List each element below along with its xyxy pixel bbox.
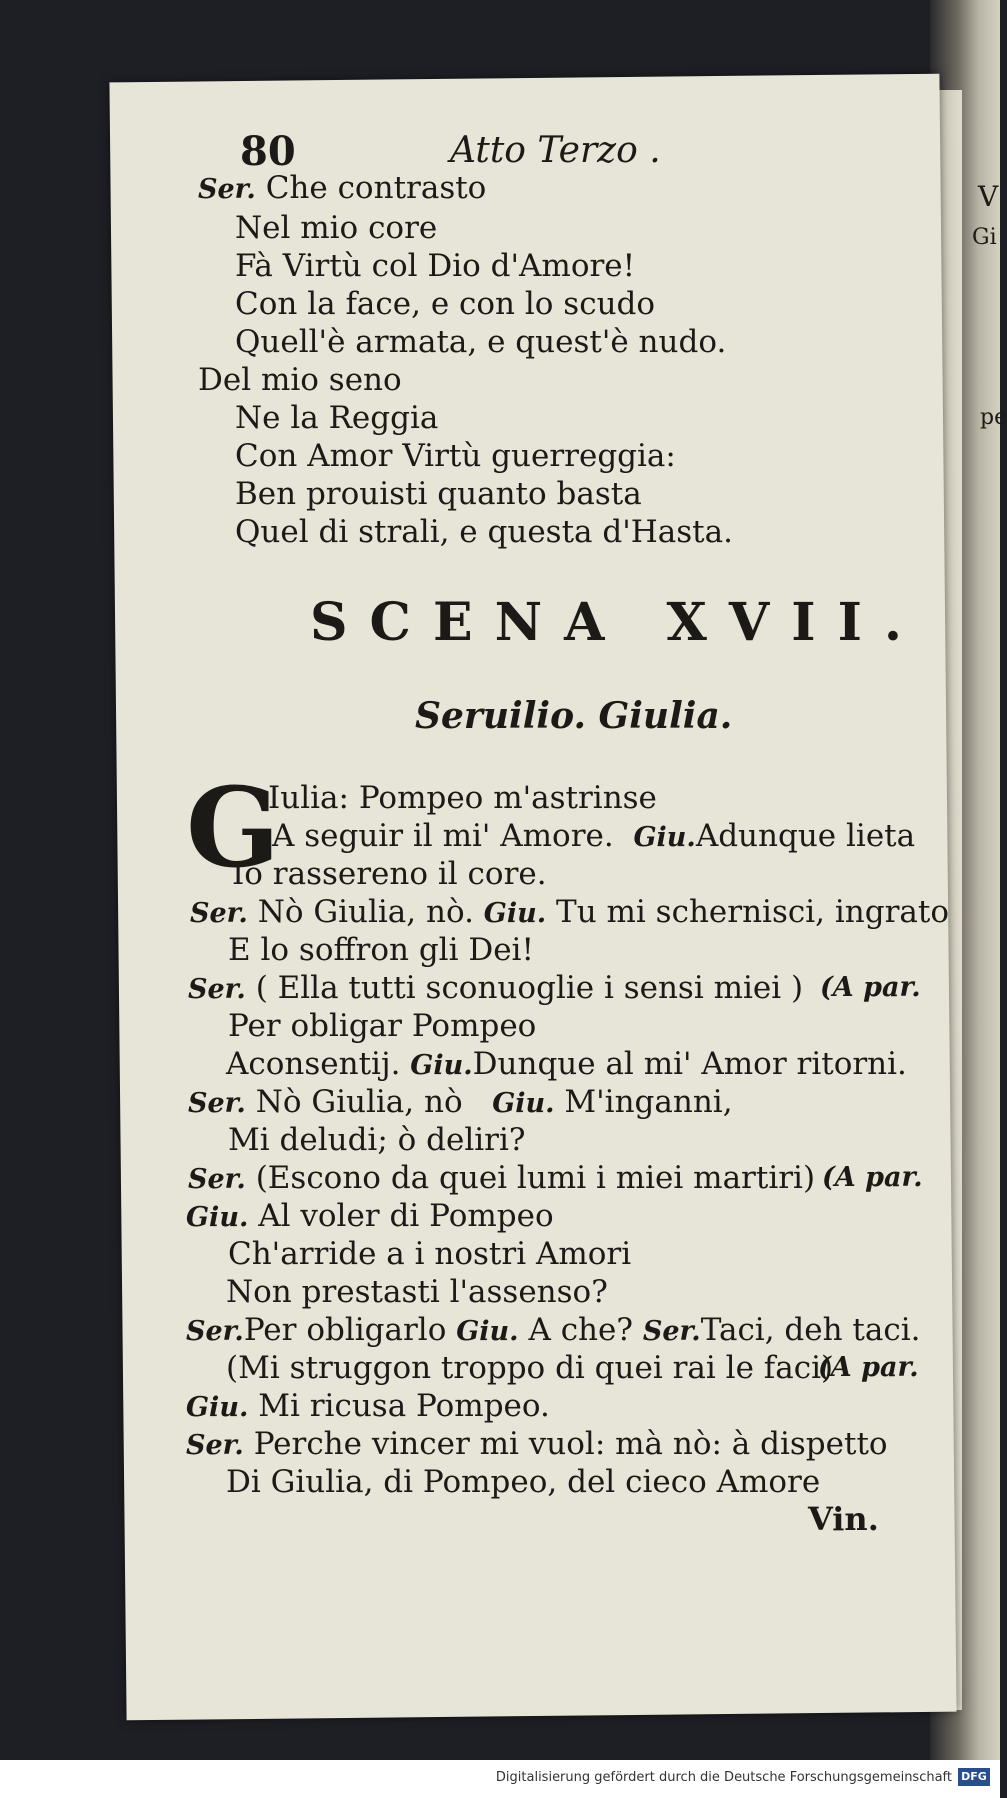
verse-line: Con la face, e con lo scudo	[235, 286, 656, 322]
verse-line	[186, 1312, 921, 1348]
verse-text: Dunque al mi' Amor ritorni.	[472, 1046, 907, 1082]
verse-text: Per obligarlo	[243, 1312, 447, 1348]
verse-text: Tu mi schernisci, ingrato	[556, 894, 949, 930]
speaker-label: Ser.	[186, 1316, 244, 1347]
edge-mark: Gi	[972, 225, 997, 250]
scene-title: SCENA XVII.	[310, 592, 924, 653]
running-head: Atto Terzo .	[450, 130, 661, 171]
speaker-label: Giu.	[633, 822, 696, 853]
verse-line	[190, 894, 949, 930]
verse-line: Quell'è armata, e quest'è nudo.	[235, 324, 727, 360]
verse-line	[186, 1388, 550, 1424]
verse-line	[186, 1426, 888, 1462]
verse-line	[198, 170, 486, 206]
verse-text: Nò Giulia, nò.	[257, 894, 474, 930]
verse-line: Di Giulia, di Pompeo, del cieco Amore	[226, 1464, 821, 1500]
verse-text: Taci, deh taci.	[700, 1312, 921, 1348]
speaker-label: Ser.	[642, 1316, 701, 1347]
footer-credit: Digitalisierung gefördert durch die Deutsche Forschungsgemeinschaft	[495, 1770, 952, 1785]
verse-line: Con Amor Virtù guerreggia:	[235, 438, 676, 474]
speaker-label: Ser.	[188, 1164, 246, 1195]
verse-line	[186, 1198, 554, 1234]
verse-line	[188, 1084, 733, 1120]
catchword: Vin.	[808, 1500, 879, 1538]
dfg-logo: DFG	[958, 1768, 990, 1786]
verse-line: Del mio seno	[198, 362, 402, 398]
verse-text: Perche vincer mi vuol: mà nò: à dispetto	[253, 1426, 888, 1462]
verse-text: Che contrasto	[265, 170, 487, 206]
verse-line	[188, 970, 803, 1006]
verse-line: Nel mio core	[235, 210, 438, 246]
speaker-label: Ser.	[188, 974, 246, 1005]
verse-text: ( Ella tutti sconuoglie i sensi miei )	[255, 970, 804, 1006]
speaker-label: Giu.	[186, 1202, 249, 1233]
verse-text: Nò Giulia, nò	[255, 1084, 463, 1120]
speaker-label: Giu.	[492, 1088, 555, 1119]
verse-text: M'inganni,	[564, 1084, 733, 1120]
aside-marker: (A par.	[818, 1352, 919, 1383]
verse-line	[272, 818, 915, 854]
speaker-label: Giu.	[456, 1316, 519, 1347]
verse-text: Al voler di Pompeo	[258, 1198, 554, 1234]
edge-mark: pe	[980, 405, 1007, 430]
verse-line: E lo soffron gli Dei!	[228, 932, 534, 968]
footer-bar	[0, 1760, 1000, 1798]
page-number: 80	[240, 128, 296, 175]
verse-line: Ch'arride a i nostri Amori	[228, 1236, 632, 1272]
verse-line: (Mi struggon troppo di quei rai le faci)	[226, 1350, 834, 1386]
speaker-label: Ser.	[188, 1088, 246, 1119]
verse-text: Mi ricusa Pompeo.	[258, 1388, 550, 1424]
scene-persons: Seruilio. Giulia.	[415, 695, 733, 737]
edge-mark: V	[978, 180, 999, 213]
speaker-label: Giu.	[483, 898, 547, 929]
verse-line: Mi deludi; ò deliri?	[228, 1122, 526, 1158]
verse-line: Per obligar Pompeo	[228, 1008, 537, 1044]
verse-line	[188, 1160, 815, 1196]
speaker-label: Ser.	[186, 1430, 244, 1461]
speaker-label: Giu.	[410, 1050, 473, 1081]
speaker-label: Ser.	[190, 898, 248, 929]
verse-text: (Escono da quei lumi i miei martiri)	[255, 1160, 816, 1196]
aside-marker: (A par.	[822, 1162, 923, 1193]
verse-line: Non prestasti l'assenso?	[226, 1274, 608, 1310]
verse-line: Ne la Reggia	[235, 400, 439, 436]
drop-cap: G	[186, 763, 280, 892]
verse-line: Quel di strali, e questa d'Hasta.	[235, 514, 733, 550]
speaker-label: Giu.	[186, 1392, 249, 1423]
verse-line: Fà Virtù col Dio d'Amore!	[235, 248, 636, 284]
verse-text: Adunque lieta	[695, 818, 916, 854]
verse-text: A che?	[528, 1312, 633, 1348]
speaker-label: Ser.	[198, 174, 256, 205]
verse-line: Iulia: Pompeo m'astrinse	[268, 780, 657, 816]
verse-text: Aconsentij.	[226, 1046, 401, 1082]
verse-text: A seguir il mi' Amore.	[272, 818, 614, 854]
verse-line	[226, 1046, 907, 1082]
verse-line: Io rassereno il core.	[232, 856, 547, 892]
aside-marker: (A par.	[820, 972, 921, 1003]
verse-line: Ben prouisti quanto basta	[235, 476, 642, 512]
